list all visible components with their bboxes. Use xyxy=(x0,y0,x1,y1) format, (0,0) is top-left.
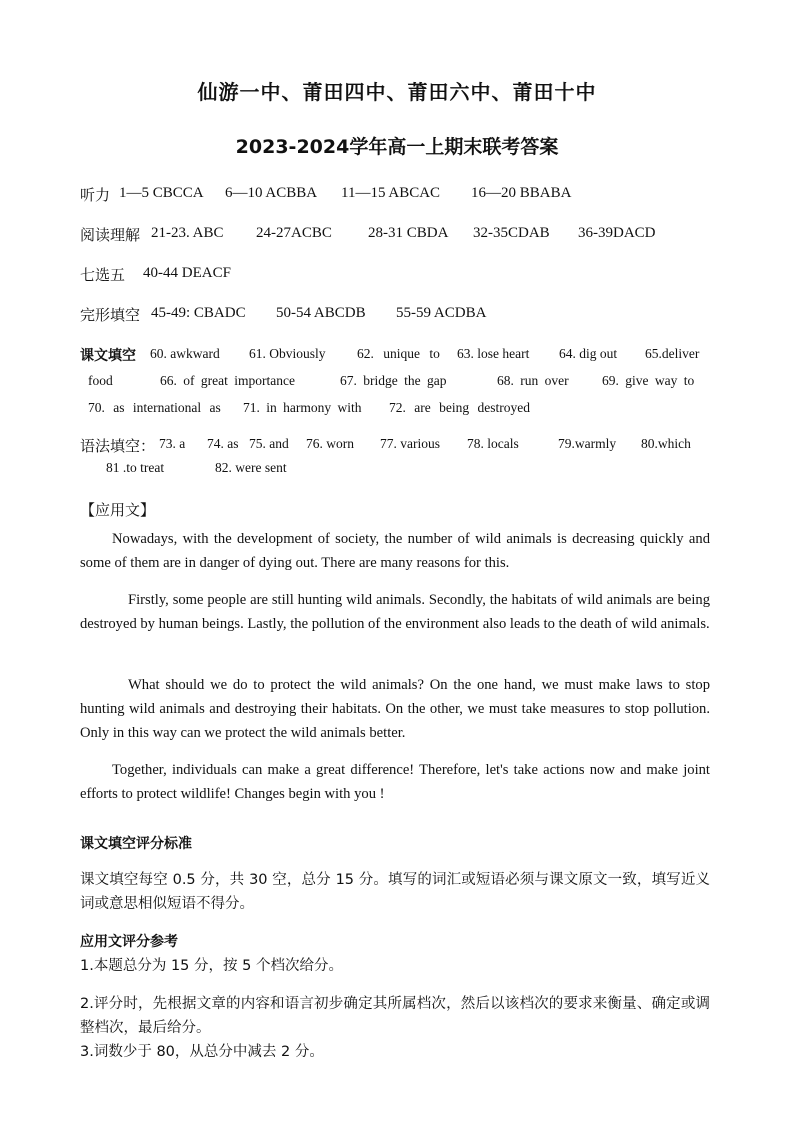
answer-group: 16—20 BBABA xyxy=(471,185,572,201)
answer-group: 24-27ACBC xyxy=(256,225,332,241)
answer-item: 77. various xyxy=(380,436,440,451)
essay-paragraph: Together, individuals can make a great difference! Therefore, let's take actions now and make joint efforts to protect wildlife! Changes begin with you ! xyxy=(80,762,710,802)
answer-item: 66. of great importance xyxy=(160,373,295,388)
answer-item: 60. awkward xyxy=(150,346,220,361)
essay-paragraph: Firstly, some people are still hunting wild animals. Secondly, the habitats of wild animals are being destroyed by human beings. Lastly, the pollution of the environment also leads to the death of wild animals. xyxy=(80,592,710,632)
cloze-label: 完形填空 xyxy=(80,306,141,324)
answer-item: 62. unique to xyxy=(357,346,440,361)
text-fill-label: 课文填空 xyxy=(80,348,136,364)
answer-group: 21-23. ABC xyxy=(151,225,224,241)
answer-item: 81 .to treat xyxy=(106,460,165,475)
answer-item: 78. locals xyxy=(467,436,519,451)
answer-group: 40-44 DEACF xyxy=(143,265,231,281)
essay-heading: 【应用文】 xyxy=(80,501,156,519)
answer-group: 6—10 ACBBA xyxy=(225,185,318,201)
exam-title: 2023-2024学年高一上期末联考答案 xyxy=(235,136,559,158)
answer-group: 55-59 ACDBA xyxy=(396,305,487,321)
answer-item: 65.deliver xyxy=(645,346,700,361)
answer-item: 71. in harmony with xyxy=(243,400,362,415)
answer-group: 1—5 CBCCA xyxy=(119,185,204,201)
answer-group: 36-39DACD xyxy=(578,225,656,241)
grammar-label: 语法填空： xyxy=(80,437,156,455)
answer-group: 45-49: CBADC xyxy=(151,305,246,321)
essay-scoring-item: 2.评分时，先根据文章的内容和语言初步确定其所属档次，然后以该档次的要求来衡量、确定或调整档次，最后给分。 xyxy=(80,996,710,1036)
answer-item: 61. Obviously xyxy=(249,346,326,361)
essay-paragraph: What should we do to protect the wild animals? On the one hand, we must make laws to stop hunting wild animals and destroying their habitats. On the other, we must take measures to stop pollution. Only in this way can we protect the wild animals better. xyxy=(80,677,710,741)
essay-scoring-heading: 应用文评分参考 xyxy=(80,934,178,950)
answer-item: 69. give way to xyxy=(602,373,695,388)
answer-item: 70. as international as xyxy=(88,400,221,415)
answer-item: 67. bridge the gap xyxy=(340,373,447,388)
answer-group: 28-31 CBDA xyxy=(368,225,449,241)
answer-group: 50-54 ABCDB xyxy=(276,305,366,321)
reading-label: 阅读理解 xyxy=(80,226,141,244)
text-fill-scoring-body: 课文填空每空 0.5 分，共 30 空，总分 15 分。填写的词汇或短语必须与课文原文一致，填写近义词或意思相似短语不得分。 xyxy=(80,872,710,912)
answer-group: 11—15 ABCAC xyxy=(341,185,441,201)
answer-item: 79.warmly xyxy=(558,436,617,451)
answer-item: 68. run over xyxy=(497,373,569,388)
essay-scoring-item: 3.词数少于 80，从总分中减去 2 分。 xyxy=(80,1044,324,1060)
answer-item: 76. worn xyxy=(306,436,354,451)
answer-group: 32-35CDAB xyxy=(473,225,550,241)
school-names: 仙游一中、莆田四中、莆田六中、莆田十中 xyxy=(197,80,597,104)
text-fill-scoring-heading: 课文填空评分标准 xyxy=(80,836,192,852)
essay-scoring-item: 1.本题总分为 15 分，按 5 个档次给分。 xyxy=(80,958,343,974)
answer-item: food xyxy=(88,373,113,388)
essay-paragraph: Nowadays, with the development of society, the number of wild animals is decreasing quickly and some of them are in danger of dying out. There are many reasons for this. xyxy=(80,531,710,571)
answer-item: 72. are being destroyed xyxy=(389,400,530,415)
answer-item: 73. a xyxy=(159,436,186,451)
answer-item: 75. and xyxy=(249,436,289,451)
listening-label: 听力 xyxy=(80,186,111,204)
answer-item: 63. lose heart xyxy=(457,346,530,361)
answer-item: 80.which xyxy=(641,436,691,451)
answer-item: 82. were sent xyxy=(215,460,287,475)
answer-item: 64. dig out xyxy=(559,346,618,361)
answer-item: 74. as xyxy=(207,436,239,451)
seven-five-label: 七选五 xyxy=(80,266,126,284)
